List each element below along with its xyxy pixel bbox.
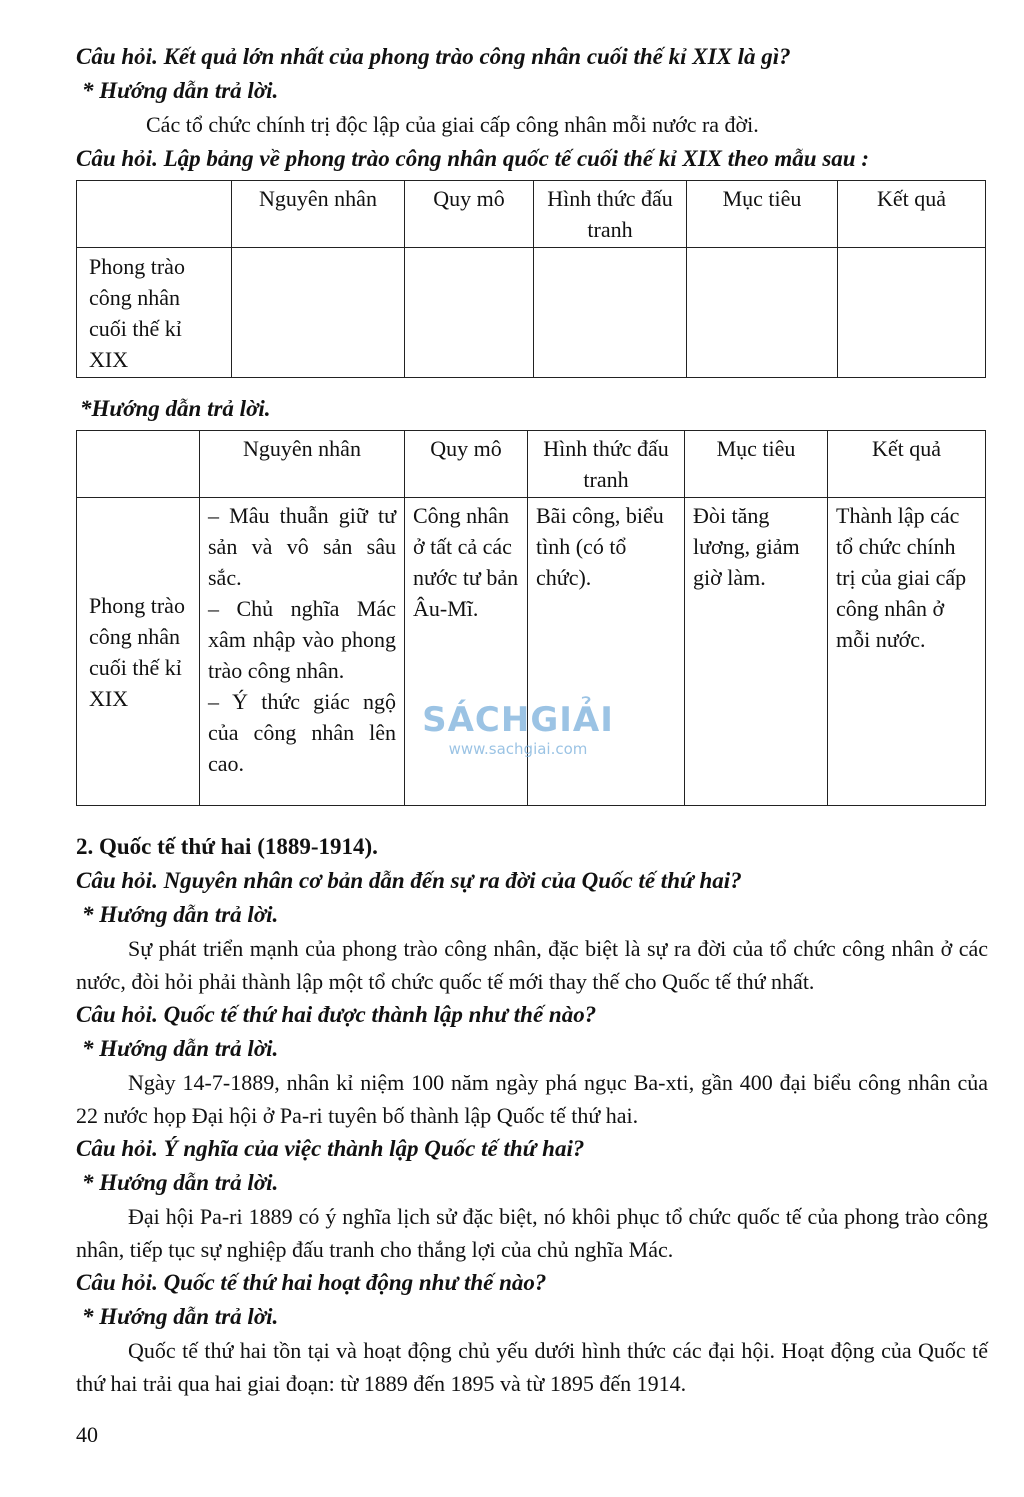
row-label: Phong trào công nhân cuối thế kỉ XIX	[77, 498, 200, 806]
answer-table	[76, 430, 986, 806]
question-3: Câu hỏi. Nguyên nhân cơ bản dẫn đến sự ra đời của Quốc tế thứ hai?	[76, 868, 742, 893]
table-corner-cell	[77, 431, 200, 498]
header-cell: Nguyên nhân	[232, 181, 405, 248]
form-cell: Bãi công, biểu tình (có tổ chức).	[528, 498, 685, 806]
answer-6: Quốc tế thứ hai tồn tại và hoạt động chủ yếu dưới hình thức các đại hội. Hoạt động của Quốc tế thứ hai trải qua hai giai đoạn: từ 1889 đến 1895 và từ 1895 đến 1914.	[76, 1338, 988, 1396]
page-content	[76, 40, 988, 1400]
header-cell: Quy mô	[405, 431, 528, 498]
goal-cell: Đòi tăng lương, giảm giờ làm.	[685, 498, 828, 806]
header-cell: Quy mô	[405, 181, 534, 248]
header-cell: Hình thức đấu tranh	[528, 431, 685, 498]
answer-guide-label: * Hướng dẫn trả lời.	[82, 1036, 279, 1061]
empty-cell	[838, 248, 986, 378]
answer-guide-label: * Hướng dẫn trả lời.	[82, 1304, 279, 1329]
header-cell: Hình thức đấu tranh	[534, 181, 687, 248]
result-cell: Thành lập các tổ chức chính trị của giai cấp công nhân ở mỗi nước.	[828, 498, 986, 806]
question-4: Câu hỏi. Quốc tế thứ hai được thành lập như thế nào?	[76, 1002, 597, 1027]
question-5: Câu hỏi. Ý nghĩa của việc thành lập Quốc tế thứ hai?	[76, 1136, 585, 1161]
header-cell: Kết quả	[838, 181, 986, 248]
answer-guide-label: *Hướng dẫn trả lời.	[80, 396, 271, 421]
answer-guide-label: * Hướng dẫn trả lời.	[82, 1170, 279, 1195]
watermark-logo-text: SÁCHGIẢI	[422, 700, 614, 740]
question-6: Câu hỏi. Quốc tế thứ hai hoạt động như thế nào?	[76, 1270, 547, 1295]
empty-cell	[534, 248, 687, 378]
answer-3: Sự phát triển mạnh của phong trào công nhân, đặc biệt là sự ra đời của tổ chức công nhân ở các nước, đòi hỏi phải thành lập một tổ chức quốc tế mới thay thế cho Quốc tế thứ nhất.	[76, 936, 988, 994]
empty-cell	[232, 248, 405, 378]
scale-cell: Công nhân ở tất cả các nước tư bản Âu-Mĩ.	[405, 498, 528, 806]
page-number: 40	[76, 1422, 98, 1447]
header-cell: Kết quả	[828, 431, 986, 498]
header-cell: Nguyên nhân	[200, 431, 405, 498]
answer-5: Đại hội Pa-ri 1889 có ý nghĩa lịch sử đặc biệt, nó khôi phục tổ chức quốc tế của phong trào công nhân, tiếp tục sự nghiệp đấu tranh cho thắng lợi của chủ nghĩa Mác.	[76, 1204, 988, 1262]
question-2: Câu hỏi. Lập bảng về phong trào công nhân quốc tế cuối thế kỉ XIX theo mẫu sau :	[76, 146, 869, 171]
answer-guide-label: * Hướng dẫn trả lời.	[82, 902, 279, 927]
empty-cell	[405, 248, 534, 378]
answer-guide-label: * Hướng dẫn trả lời.	[82, 78, 279, 103]
header-cell: Mục tiêu	[687, 181, 838, 248]
answer-1: Các tổ chức chính trị độc lập của giai cấp công nhân mỗi nước ra đời.	[146, 112, 759, 137]
table-corner-cell	[77, 181, 232, 248]
answer-4: Ngày 14-7-1889, nhân kỉ niệm 100 năm ngày phá ngục Ba-xti, gần 400 đại biểu công nhân của 22 nước họp Đại hội ở Pa-ri tuyên bố thành lập Quốc tế thứ hai.	[76, 1070, 988, 1128]
empty-cell	[687, 248, 838, 378]
row-label: Phong trào công nhân cuối thế kỉ XIX	[77, 248, 232, 378]
watermark-url: www.sachgiai.com	[448, 740, 588, 758]
header-cell: Mục tiêu	[685, 431, 828, 498]
blank-template-table	[76, 180, 986, 378]
cause-cell: – Mâu thuẫn giữ tư sản và vô sản sâu sắc. – Chủ nghĩa Mác xâm nhập vào phong trào công nhân. – Ý thức giác ngộ của công nhân lên cao.	[200, 498, 405, 806]
question-1: Câu hỏi. Kết quả lớn nhất của phong trào công nhân cuối thế kỉ XIX là gì?	[76, 44, 791, 69]
section-heading: 2. Quốc tế thứ hai (1889-1914).	[76, 834, 378, 859]
